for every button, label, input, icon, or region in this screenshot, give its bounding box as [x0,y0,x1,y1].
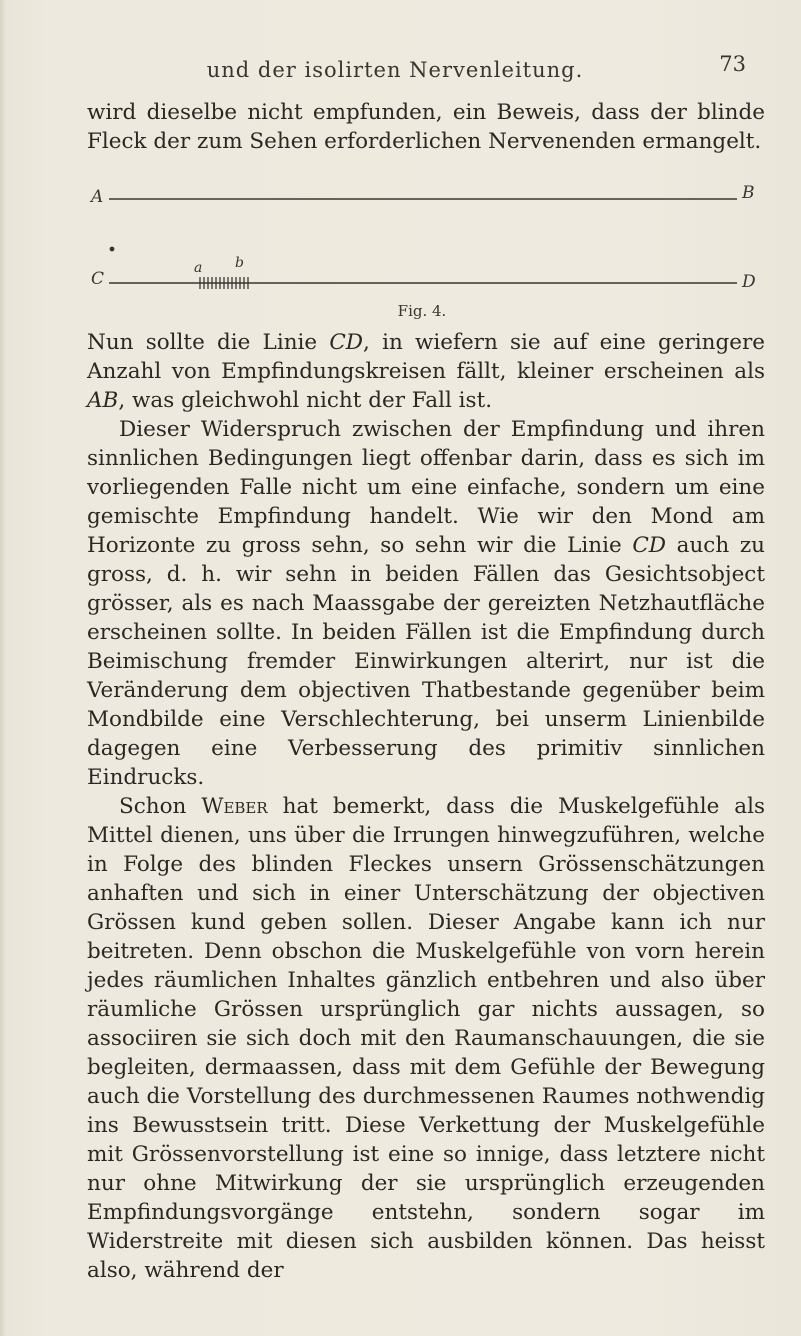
intro-text: wird dieselbe nicht empfunden, ein Beweis, dass der blinde Fleck der zum Sehen erforderlichen Nervenenden ermangelt. [87,100,765,154]
running-title: und der isolirten Nervenleitung. [206,58,584,82]
figure-caption: Fig. 4. [397,302,447,320]
p3-text-b: hat bemerkt, dass die Muskelgefühle als Mittel dienen, uns über die Irrungen hinwegzuführen, welche in Folge des blinden Fleckes unsern Grössenschätzungen anhaften und sich in einer Unterschätzung der objectiven Grössen kund geben sollen. Dieser Angabe kann ich nur beitreten. Denn obschon die Muskelgefühle von vorn herein jedes räumlichen Inhaltes gänzlich entbehren und also über räumliche Grössen ursprünglich gar nichts aussagen, so associiren sie sich doch mit den Raumanschauungen, die sie begleiten, dermaassen, dass mit dem Gefühle der Bewegung auch die Vorstellung des durchmessenen Raumes nothwendig ins Bewusstsein tritt. Diese Verkettung der Muskelgefühle mit Grössenvorstellung ist eine so innige, dass letztere nicht nur ohne Mitwirkung der sie ursprünglich erzeugenden Empfindungsvorgänge entstehn, sondern sogar im Widerstreite mit diesen sich ausbilden können. Das heisst also, während der [87,794,766,1283]
paragraph-1 [87,328,765,415]
label-d: D [742,272,756,292]
p1-text-a: Nun sollte die Linie [87,330,330,355]
paragraph-2 [87,415,765,792]
p2-cd: CD [632,533,667,558]
p1-text-b: , in wiefern sie auf eine geringere Anzahl von Empfindungskreisen fällt, kleiner erscheinen als [87,330,765,384]
p3-text-a: Schon [119,794,202,819]
label-c: C [91,269,105,289]
running-header [0,52,801,88]
label-a-upper: A [91,187,104,207]
label-b-lower: b [235,255,244,271]
page-gutter-shadow [0,0,6,1336]
p2-text-b: auch zu gross, d. h. wir sehn in beiden Fällen das Gesichtsobject grösser, als es nach Maassgabe der gereizten Netzhautfläche erscheinen sollte. In beiden Fällen ist die Empfindung durch Beimischung fremder Einwirkungen alterirt, nur ist die Veränderung dem objectiven Thatbestande gegenüber beim Mondbilde eine Verschlechterung, bei unserm Linienbilde dagegen eine Verbesserung des primitiv sinnlichen Eindrucks. [87,533,765,790]
p1-text-c: , was gleichwohl nicht der Fall ist. [118,388,493,413]
label-b-upper: B [742,183,755,203]
intro-paragraph [87,98,765,156]
p1-ab: AB [87,388,119,413]
main-text [87,328,765,1285]
p3-weber: Weber [201,794,268,819]
p2-text-a: Dieser Widerspruch zwischen der Empfindung und ihren sinnlichen Bedingungen liegt offenbar darin, dass es sich im vorliegenden Falle nicht um eine einfache, sondern um eine gemischte Empfindung handelt. Wie wir den Mond am Horizonte zu gross sehn, so sehn wir die Linie [87,417,765,558]
paragraph-3 [87,792,765,1285]
figure-lines [87,165,765,295]
fixation-dot [110,247,115,252]
figure-4 [87,165,765,320]
label-a-lower: a [194,260,203,276]
p1-cd: CD [329,330,364,355]
page-number: 73 [719,52,746,76]
